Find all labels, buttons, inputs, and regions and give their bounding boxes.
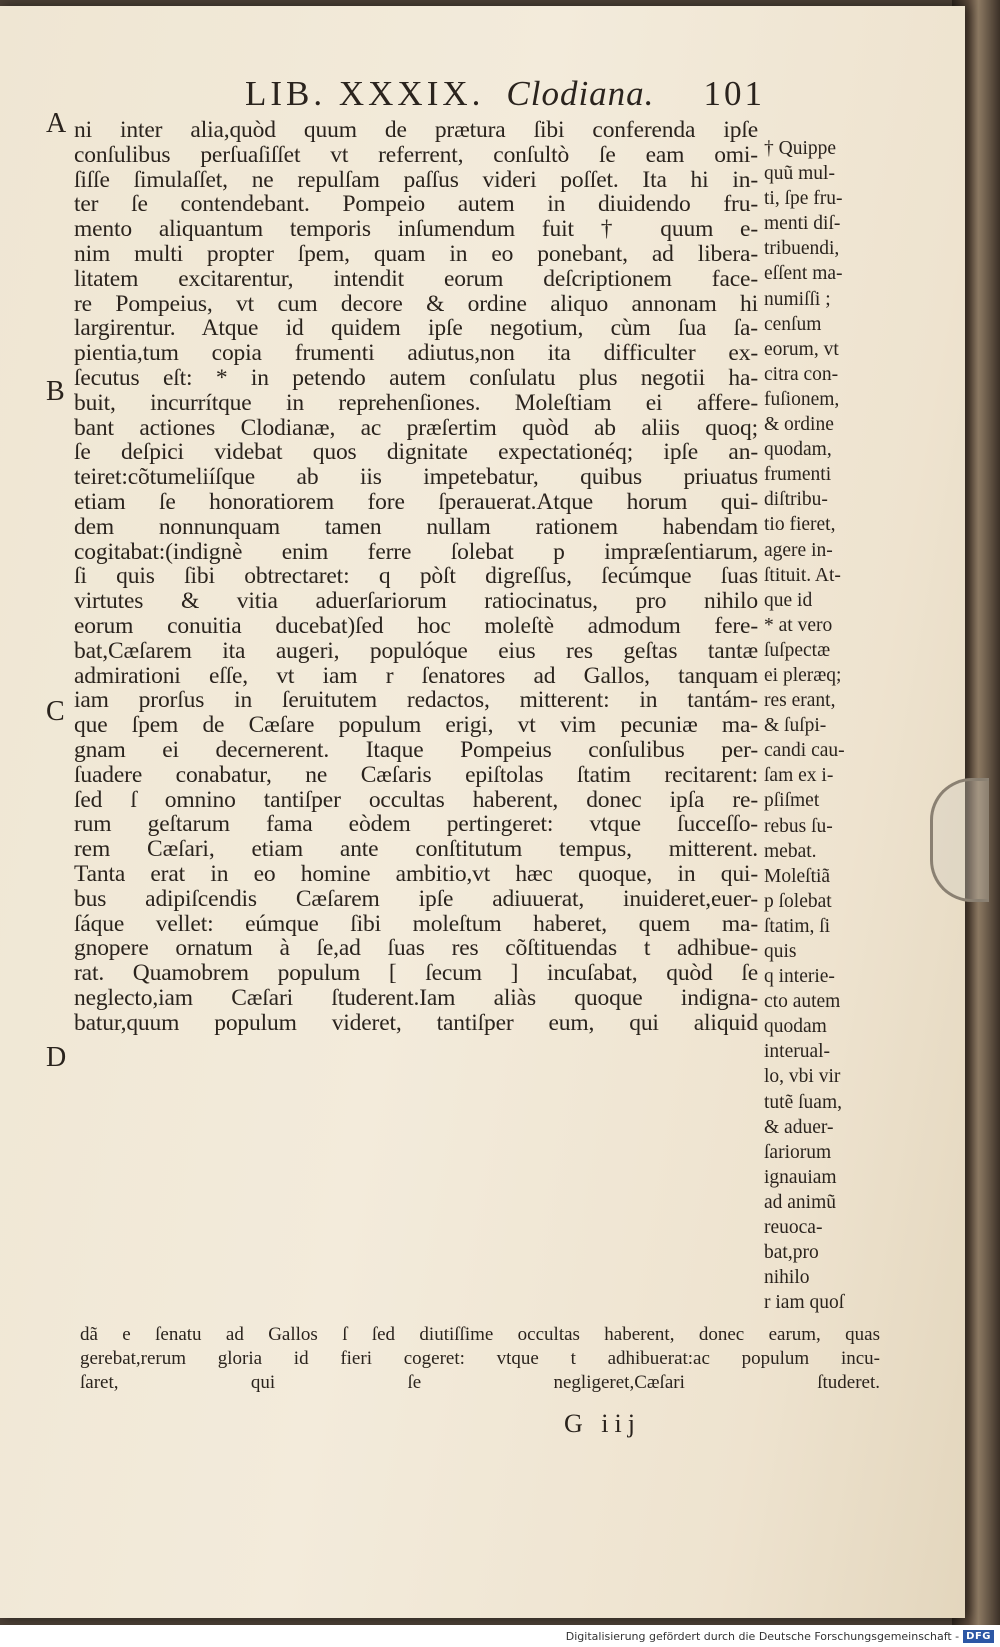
text-line: Tanta erat in eo homine ambitio,vt hæc quoque, in qui- — [74, 860, 758, 887]
text-line: eorum conuitia ducebat)ſed hoc moleſtè admodum fere- — [74, 612, 758, 639]
text-line: rat. Quamobrem populum [ ſecum ] incuſabat, quòd ſe — [74, 960, 758, 987]
text-line: ter ſe contendebant. Pompeio autem in diuidendo fru- — [74, 191, 758, 218]
text-line: dem nonnunquam tamen nullam rationem habendam — [74, 513, 758, 540]
text-line: que ſpem de Cæſare populum erigi, vt vim pecuniæ ma- — [74, 712, 758, 739]
text-line: ſi quis ſibi obtrectaret: q pòſt digreſſus, ſecúmque ſuas — [74, 563, 758, 590]
section-marker-b: B — [46, 376, 65, 407]
margin-note-line: cto autem — [764, 991, 841, 1013]
margin-note-line: & aduer- — [764, 1116, 834, 1138]
text-line: bant actiones Clodianæ, ac præſertim quòd ab aliis quoq; — [74, 414, 758, 441]
margin-note-line: menti diſ- — [764, 213, 841, 235]
section-marker-d: D — [46, 1042, 67, 1073]
text-line: etiam ſe honoratiorem fore ſperauerat.Atque horum qui- — [74, 488, 758, 515]
margin-note-line: ignauiam — [764, 1166, 837, 1188]
text-line: litatem excitarentur, intendit eorum deſcriptionem face- — [74, 265, 758, 292]
footnotes-block — [80, 1323, 880, 1395]
signature-mark: G iij — [564, 1409, 641, 1438]
margin-note-line: diſtribu- — [764, 489, 828, 511]
footnote-line: gerebat,rerum gloria id fieri cogeret: vtque t adhibuerat:ac populum incu- — [80, 1348, 880, 1369]
text-line: mento aliquantum temporis inſumendum fuit † quum e- — [74, 216, 758, 243]
footnote-line: dã e ſenatu ad Gallos ſ ſed diutiſſime occultas haberent, donec earum, quas — [80, 1324, 880, 1345]
margin-note-line: interual- — [764, 1041, 831, 1063]
margin-note-line: ti, ſpe fru- — [764, 188, 843, 210]
margin-note-line: ſtatim, ſi — [764, 915, 831, 937]
margin-notes — [764, 136, 882, 1315]
margin-note-line: quũ mul- — [764, 163, 835, 185]
margin-note-line: candi cau- — [764, 740, 845, 762]
text-line: ſuadere conabatur, ne Cæſaris epiſtolas ſtatim recitarent: — [74, 761, 758, 788]
book-number: LIB. XXXIX. — [245, 74, 485, 113]
margin-note-line: pſiſmet — [764, 790, 820, 812]
margin-note-line: frumenti — [764, 464, 832, 486]
text-line: buit, incurrítque in reprehenſiones. Moleſtiam ei affere- — [74, 389, 758, 416]
page-tab-marker — [930, 778, 989, 902]
margin-note-line: r iam quoſ — [764, 1292, 845, 1314]
funding-notice: Digitalisierung gefördert durch die Deutsche Forschungsgemeinschaft - — [565, 1629, 960, 1643]
text-line: nim multi propter ſpem, quam in eo ponebant, ad libera- — [74, 240, 758, 267]
margin-note-line: q interie- — [764, 966, 835, 988]
dfg-logo: DFG — [963, 1630, 994, 1643]
section-marker-a: A — [46, 108, 67, 139]
margin-note-line: quis — [764, 941, 797, 962]
text-line: teiret:cõtumeliíſque ab iis impetebatur, quibus priuatus — [74, 464, 758, 491]
text-line: ſed ſ omnino tantiſper occultas haberent, donec ipſa re- — [74, 786, 758, 813]
text-line: iam prorſus in ſeruitutem redactos, mitterent: in tantám- — [74, 687, 758, 714]
text-line: bus adipiſcendis Cæſarem ipſe adiuuerat, inuideret,euer- — [74, 885, 758, 912]
margin-note-line: cenſum — [764, 313, 822, 335]
margin-note-line: p ſolebat — [764, 890, 832, 912]
margin-note-line: & ſuſpi- — [764, 715, 827, 737]
text-line: neglecto,iam Cæſari ſtuderent.Iam aliàs quoque indigna- — [74, 984, 758, 1011]
text-line: cogitabat:(indignè enim ferre ſolebat p impræſentiarum, — [74, 538, 758, 565]
margin-note-line: bat,pro — [764, 1242, 819, 1264]
margin-note-line: ad animũ — [764, 1191, 837, 1213]
margin-note-line: citra con- — [764, 363, 839, 385]
margin-note-line: Moleſtiã — [764, 865, 831, 887]
text-line: conſulibus perſuaſiſſet vt referrent, conſultò ſe eam omi- — [74, 141, 758, 168]
margin-note-line: res erant, — [764, 690, 836, 712]
margin-note-line: rebus ſu- — [764, 815, 833, 837]
margin-note-line: lo, vbi vir — [764, 1066, 841, 1088]
margin-note-line: † Quippe — [764, 138, 837, 159]
text-line: bat,Cæſarem ita augeri, populóque eius res geſtas tantæ — [74, 637, 758, 664]
margin-note-line: quodam — [764, 1016, 827, 1038]
text-line: pientia,tum copia frumenti adiutus,non ita difficulter ex- — [74, 340, 758, 367]
margin-note-line: fuſionem, — [764, 388, 840, 410]
text-line: virtutes & vitia aduerſariorum ratiocinatus, pro nihilo — [74, 588, 758, 615]
margin-note-line: reuoca- — [764, 1217, 823, 1239]
margin-note-line: ſariorum — [764, 1141, 832, 1163]
section-marker-c: C — [46, 696, 65, 727]
text-line: ſiſſe ſimulaſſet, ne repulſam paſſus videri poſſet. Ita hi in- — [74, 166, 758, 193]
margin-note-line: tio fieret, — [764, 514, 836, 536]
margin-note-line: tutẽ ſuam, — [764, 1091, 842, 1113]
page-number: 101 — [703, 74, 765, 113]
margin-note-line: tribuendi, — [764, 238, 840, 260]
margin-note-line: nihilo — [764, 1267, 810, 1289]
text-line: ſecutus eſt: * in petendo autem conſulatu plus negotii ha- — [74, 364, 758, 391]
margin-note-line: ei pleræq; — [764, 664, 842, 686]
running-title: Clodiana. — [506, 74, 655, 113]
margin-note-line: quodam, — [764, 439, 832, 461]
margin-note-line: eſſent ma- — [764, 263, 843, 285]
margin-note-line: eorum, vt — [764, 338, 839, 360]
text-line: batur,quum populum videret, tantiſper eum, qui aliquid — [74, 1009, 758, 1036]
footnote-line: ſaret, qui ſe negligeret,Cæſari ſtuderet. — [80, 1372, 880, 1393]
text-line: largirentur. Atque id quidem ipſe negotium, cùm ſua ſa- — [74, 315, 758, 342]
margin-note-line: ſam ex i- — [764, 765, 834, 787]
text-line: admirationi eſſe, vt iam r ſenatores ad Gallos, tanquam — [74, 662, 758, 689]
margin-note-line: ſuſpectæ — [764, 639, 831, 661]
margin-note-line: mebat. — [764, 840, 817, 862]
margin-note-line: que id — [764, 589, 813, 611]
running-header — [245, 74, 765, 120]
margin-note-line: ſtituit. At- — [764, 564, 841, 586]
text-line: ſáque vellet: eúmque ſibi moleſtum haberet, quem ma- — [74, 910, 758, 937]
text-line: rum geſtarum fama eòdem pertingeret: vtque ſucceſſo- — [74, 811, 758, 838]
text-line: rem Cæſari, etiam ante conſtitutum tempus, mitterent. — [74, 836, 758, 863]
margin-note-line: * at vero — [764, 614, 833, 636]
text-line: gnam ei decernerent. Itaque Pompeius conſulibus per- — [74, 736, 758, 763]
margin-note-line: & ordine — [764, 414, 834, 436]
text-line: re Pompeius, vt cum decore & ordine aliquo annonam hi — [74, 290, 758, 317]
main-text-block — [74, 118, 758, 1035]
text-line: ni inter alia,quòd quum de prætura ſibi conferenda ipſe — [74, 117, 758, 143]
text-line: gnopere ornatum à ſe,ad ſuas res cõſtituendas t adhibue- — [74, 935, 758, 962]
text-line: ſe deſpici videbat quos dignitate expectationéq; ipſe an- — [74, 439, 758, 466]
margin-note-line: agere in- — [764, 539, 833, 561]
funding-bar — [0, 1625, 1000, 1647]
margin-note-line: numiſſi ; — [764, 288, 831, 310]
book-page — [0, 6, 965, 1618]
